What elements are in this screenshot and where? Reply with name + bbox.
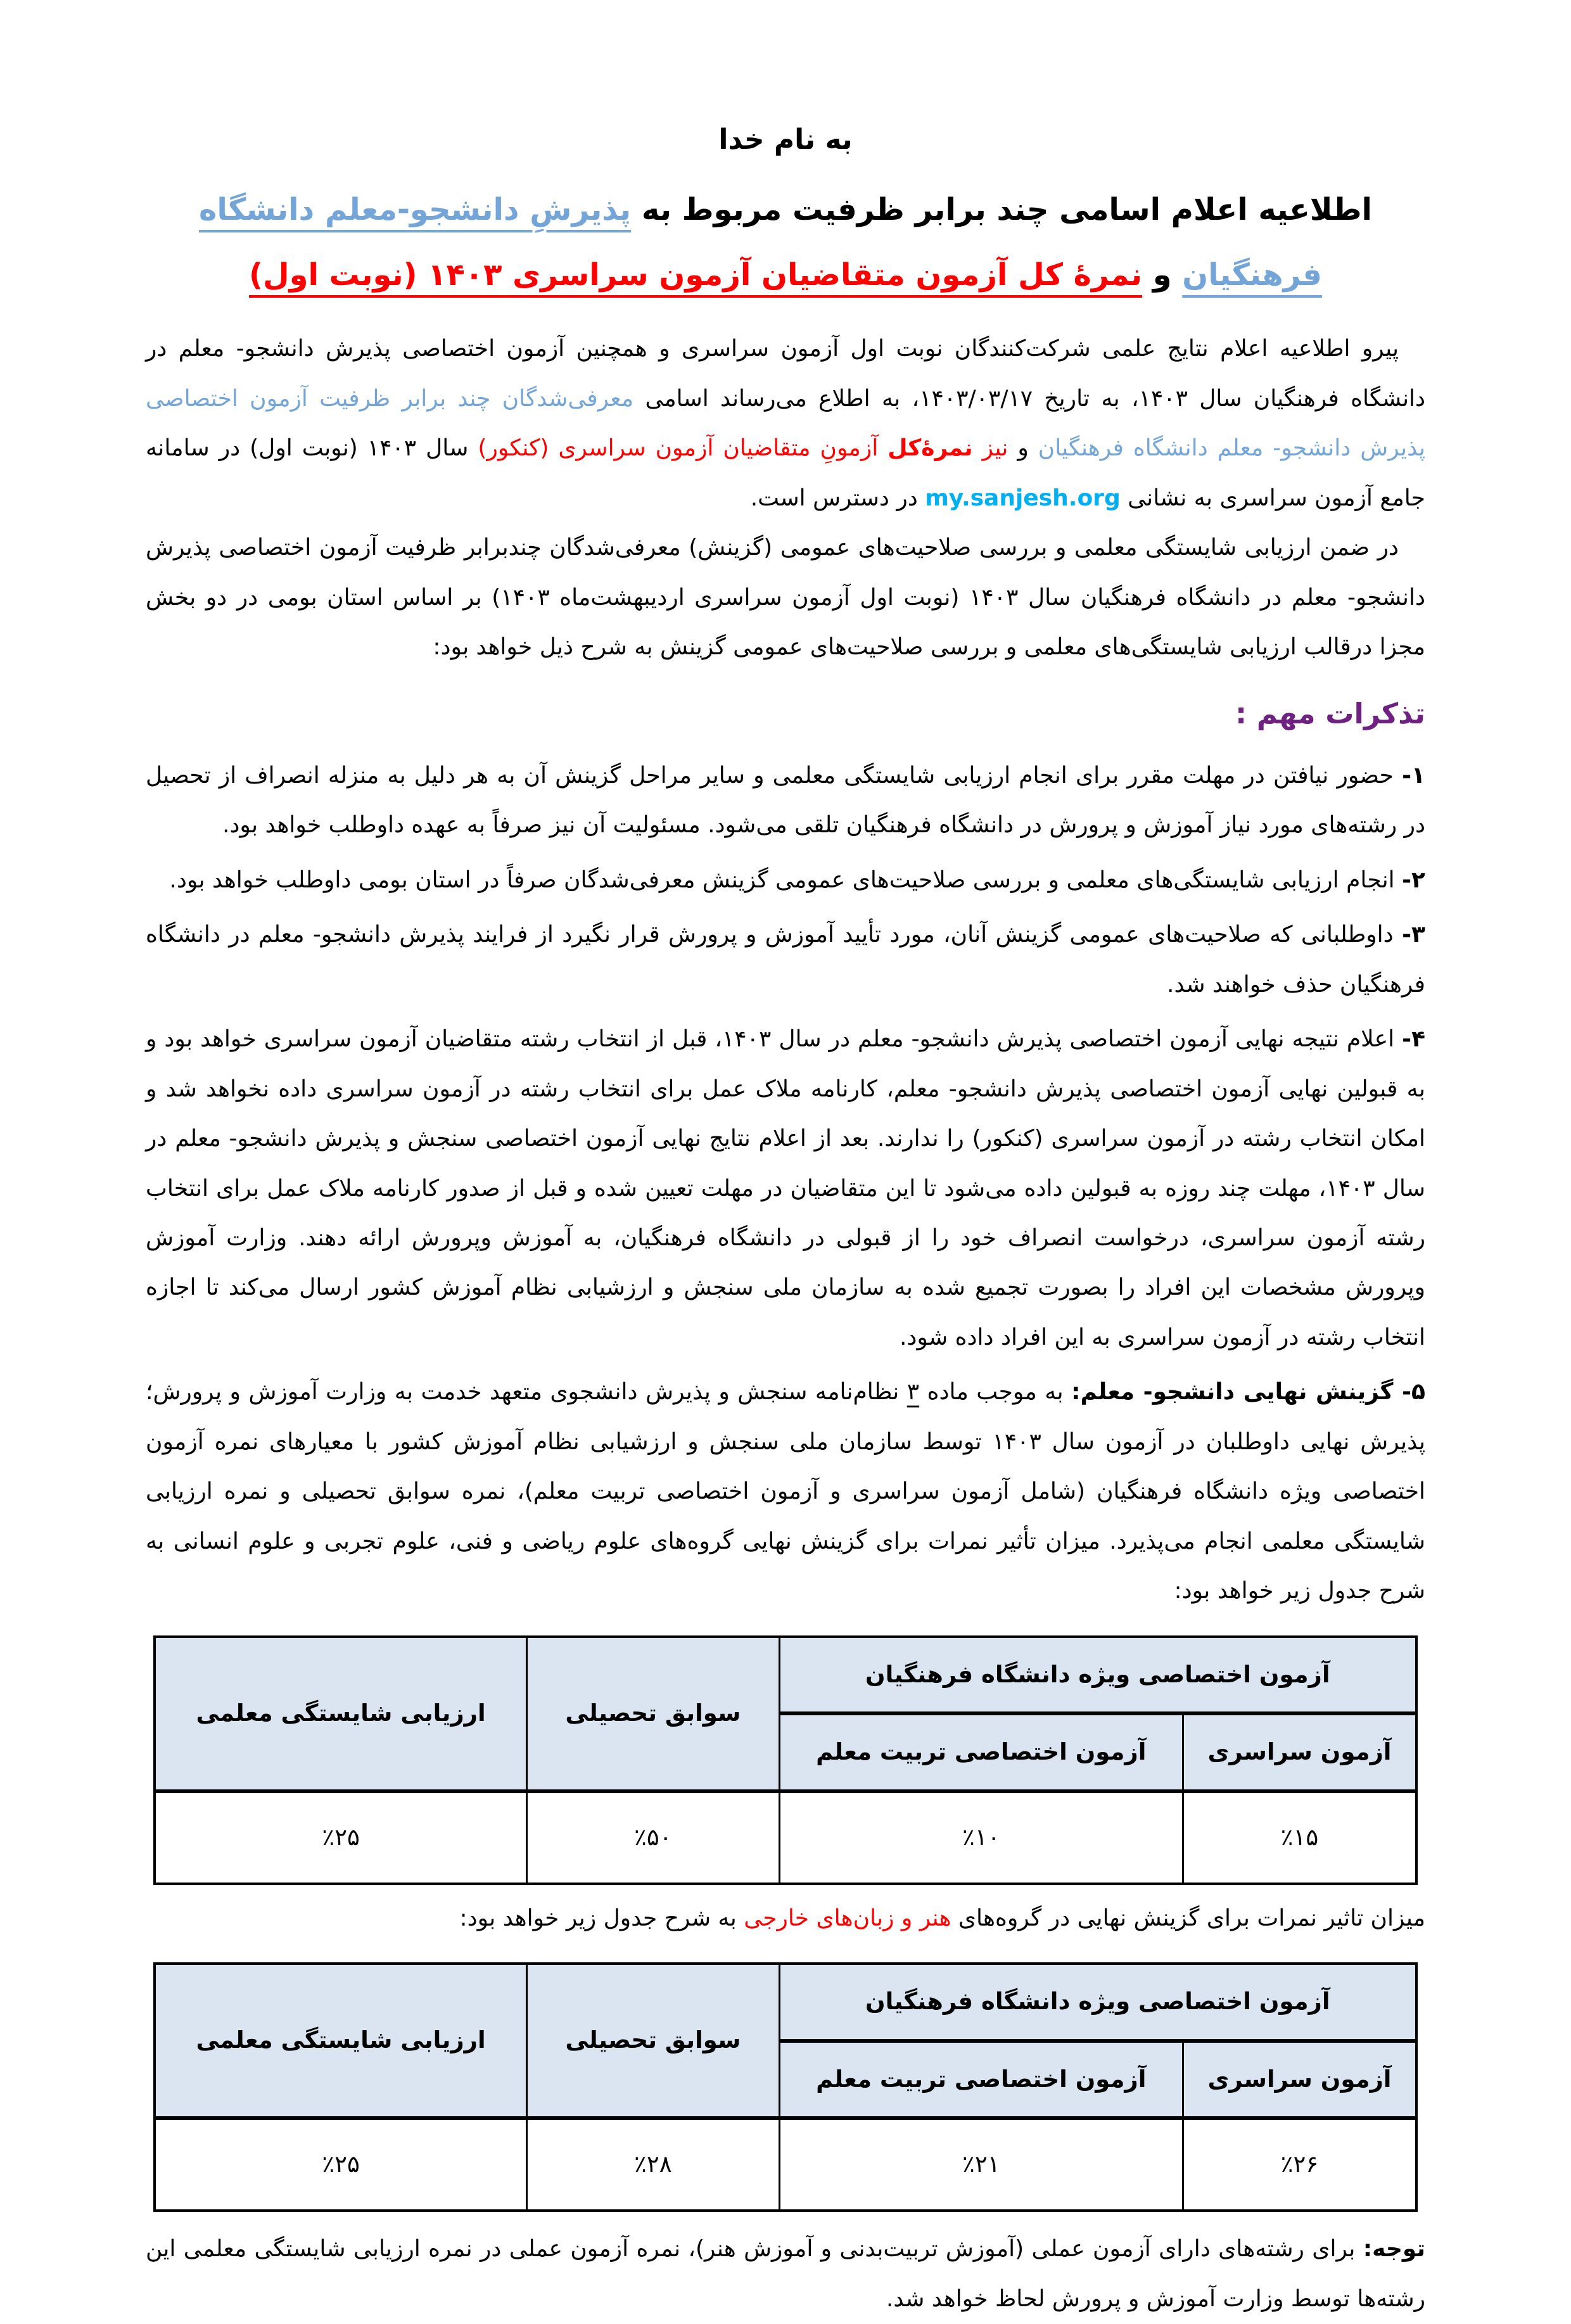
table2-col-teacher-training-exam: آزمون اختصاصی تربیت معلم — [779, 2041, 1183, 2119]
intro-red-phrase-2: آزمونِ متقاضیان آزمون سراسری (کنکور) — [478, 435, 888, 462]
item-4-number: ۴- — [1402, 1026, 1426, 1053]
table2-col-academic-records: سوابق تحصیلی — [527, 1964, 779, 2118]
item-1-number: ۱- — [1402, 762, 1425, 789]
table2-value-teacher-competency — [155, 2118, 527, 2211]
table1-col-teacher-training-exam: آزمون اختصاصی تربیت معلم — [779, 1713, 1183, 1791]
intro-text-4: در دسترس است. — [750, 485, 925, 511]
weights-table-art-language-groups — [153, 1962, 1418, 2212]
intro-text-3: سال ۱۴۰۳ (نوبت اول) در سامانه جامع آزمون سراسری به نشانی — [146, 435, 1425, 511]
item-1-text: حضور نیافتن در مهلت مقرر برای انجام ارزیابی شایستگی معلمی و سایر مراحل گزینش آن به هر دلیل به منزله انصراف از تحصیل در رشته‌های مورد نیاز آموزش و پرورش در دانشگاه فرهنگیان تلقی می‌شود. مسئولیت آن نیز صرفاً به عهده داوطلب خواهد بود. — [146, 762, 1425, 839]
practical-exam-note — [146, 2225, 1425, 2324]
intro-red-phrase-1: نیز — [972, 435, 1008, 462]
table2-values-row — [155, 2118, 1416, 2211]
sanjesh-website-link[interactable]: my.sanjesh.org — [925, 485, 1121, 511]
intro-text-1: پیرو اطلاعیه اعلام نتایج علمی شرکت‌کنندگان نوبت اول آزمون سراسری و همچنین آزمون اختصاصی پذیرش دانشجو- معلم در دانشگاه فرهنگیان سال ۱۴۰۳، به تاریخ ۱۴۰۳/۰۳/۱۷، به اطلاع می‌رساند اسامی — [146, 336, 1425, 412]
item-4-text: اعلام نتیجه نهایی آزمون اختصاصی پذیرش دانشجو- معلم در سال ۱۴۰۳، قبل از انتخاب رشته متقاضیان آزمون سراسری خواهد بود و به قبولین نهایی آزمون اختصاصی پذیرش دانشجو- معلم، کارنامه ملاک عمل برای انتخاب رشته در آزمون سراسری داده نخواهد شد و امکان انتخاب رشته در آزمون سراسری (کنکور) را ندارند. بعد از اعلام نتایج نهایی آزمون اختصاصی سنجش و پذیرش دانشجو- معلم در سال ۱۴۰۳، مهلت چند روزه به قبولین داده می‌شود تا این متقاضیان در مهلت تعیین شده و قبل از صدور کارنامه ملاک عمل برای انتخاب رشته آزمون سراسری، درخواست انصراف خود را از قبولی در دانشگاه فرهنگیان، به آموزش وپرورش ارائه دهند. وزارت آموزش وپرورش مشخصات این افراد را بصورت تجمیع شده به سازمان ملی سنجش و ارزشیابی نظام آموزش کشور ارسال می‌کند تا اجازه انتخاب رشته در آزمون سراسری به این افراد داده شود. — [146, 1026, 1425, 1350]
bismillah-heading: به نام خدا — [718, 124, 853, 156]
note-item-2 — [146, 856, 1425, 905]
document-body — [146, 324, 1425, 2324]
table2-header-row-top — [155, 1964, 1416, 2041]
item-5-text-1: به موجب ماده — [919, 1379, 1072, 1406]
item-5-text-2: نظام‌نامه سنجش و پذیرش دانشجوی متعهد خدمت به وزارت آموزش و پرورش؛ پذیرش نهایی داوطلبان در آزمون سال ۱۴۰۳ توسط سازمان ملی سنجش و ارزشیابی نظام آموزش کشور با معیارهای نمره آزمون اختصاصی ویژه دانشگاه فرهنگیان (شامل آزمون سراسری و آزمون اختصاصی تربیت معلم)، نمره سوابق تحصیلی و نمره ارزیابی شایستگی معلمی انجام می‌پذیرد. میزان تأثیر نمرات برای گزینش نهایی گروه‌های علوم ریاضی و فنی، علوم تجربی و علوم انسانی به شرح جدول زیر خواهد بود: — [146, 1379, 1425, 1604]
table2-col-national-exam: آزمون سراسری — [1183, 2041, 1416, 2119]
table2-col-teacher-competency: ارزیابی شایستگی معلمی — [155, 1964, 527, 2118]
note-item-5 — [146, 1368, 1425, 1616]
headline-blue-phrase: پذیرشِ دانشجو-معلم دانشگاه فرهنگیان — [199, 192, 1322, 293]
table1-pct-teacher-competency: ٪۲۵ — [322, 1824, 360, 1851]
table2-value-teacher-training-exam — [779, 2118, 1183, 2211]
item-3-text: داوطلبانی که صلاحیت‌های عمومی گزینش آنان، مورد تأیید آموزش و پرورش قرار نگیرد از فرایند پذیرش دانشجو- معلم در دانشگاه فرهنگیان حذف خواهند شد. — [146, 922, 1425, 998]
announcement-headline — [146, 177, 1425, 308]
table1-pct-academic-records: ٪۵۰ — [634, 1824, 672, 1851]
table2-value-national-exam — [1183, 2118, 1416, 2211]
intro-red-bold-phrase: نمرهٔ‌کل — [887, 435, 973, 462]
item-5-label: ۵- گزینش نهایی دانشجو- معلم: — [1071, 1379, 1425, 1406]
table1-values-row — [155, 1791, 1416, 1884]
headline-black-1: اطلاعیه اعلام اسامی چند برابر ظرفیت مربوط به — [631, 192, 1372, 227]
headline-red-phrase: نمرهٔ کل آزمون متقاضیان آزمون سراسری ۱۴۰۳ (نوبت اول) — [249, 257, 1142, 293]
intro-blue-phrase: معرفی‌شدگان چند برابر ظرفیت آزمون اختصاصی پذیرش دانشجو- معلم دانشگاه فرهنگیان — [146, 385, 1426, 462]
table2-pct-teacher-training-exam: ٪۲۱ — [962, 2150, 1000, 2178]
note-item-3 — [146, 910, 1425, 1010]
table1-header-row-top — [155, 1637, 1416, 1714]
between-red-phrase: هنر و زبان‌های خارجی — [744, 1905, 951, 1931]
between-tables-sentence — [146, 1894, 1425, 1943]
paragraph-intro — [146, 324, 1425, 523]
intro-text-2: و — [1008, 435, 1038, 462]
table2-pct-teacher-competency: ٪۲۵ — [322, 2150, 360, 2178]
item-5-article-number: ۳ — [906, 1379, 920, 1406]
table2-merged-header: آزمون اختصاصی ویژه دانشگاه فرهنگیان — [779, 1964, 1416, 2041]
between-text-2: به شرح جدول زیر خواهد بود: — [459, 1905, 744, 1931]
table2-pct-national-exam: ٪۲۶ — [1280, 2150, 1319, 2178]
note-label: توجه: — [1363, 2236, 1425, 2263]
note-item-4 — [146, 1015, 1425, 1362]
table1-merged-header: آزمون اختصاصی ویژه دانشگاه فرهنگیان — [779, 1637, 1416, 1714]
table2-pct-academic-records: ٪۲۸ — [634, 2150, 672, 2178]
table1-pct-teacher-training-exam: ٪۱۰ — [962, 1824, 1000, 1851]
table1-value-national-exam — [1183, 1791, 1416, 1884]
note-text: برای رشته‌های دارای آزمون عملی (آموزش تربیت‌بدنی و آموزش هنر)، نمره آزمون عملی در نمره ارزیابی شایستگی معلمی این رشته‌ها توسط وزارت آموزش و پرورش لحاظ خواهد شد. — [146, 2236, 1425, 2312]
between-text-1: میزان تاثیر نمرات برای گزینش نهایی در گروه‌های — [951, 1905, 1425, 1931]
table1-pct-national-exam: ٪۱۵ — [1280, 1824, 1319, 1851]
table1-value-academic-records — [527, 1791, 779, 1884]
headline-black-2: و — [1142, 257, 1183, 293]
table1-col-academic-records: سوابق تحصیلی — [527, 1637, 779, 1791]
table1-col-national-exam: آزمون سراسری — [1183, 1713, 1416, 1791]
item-3-number: ۳- — [1402, 922, 1425, 948]
weights-table-main-groups — [153, 1635, 1418, 1885]
note-item-1 — [146, 751, 1425, 851]
item-2-number: ۲- — [1402, 867, 1425, 893]
table1-value-teacher-training-exam — [779, 1791, 1183, 1884]
table2-value-academic-records — [527, 2118, 779, 2211]
item-2-text: انجام ارزیابی شایستگی‌های معلمی و بررسی صلاحیت‌های عمومی گزینش معرفی‌شدگان صرفاً در استان بومی داوطلب خواهد بود. — [169, 867, 1402, 893]
table1-col-teacher-competency: ارزیابی شایستگی معلمی — [155, 1637, 527, 1791]
important-notes-heading: تذکرات مهم : — [1235, 696, 1425, 730]
paragraph-evaluation: در ضمن ارزیابی شایستگی معلمی و بررسی صلاحیت‌های عمومی (گزینش) معرفی‌شدگان چندبرابر ظرفیت آزمون اختصاصی پذیرش دانشجو- معلم در دانشگاه فرهنگیان سال ۱۴۰۳ (نوبت اول آزمون سراسری اردیبهشت‌ماه ۱۴۰۳) بر اساس استان بومی در دو بخش مجزا درقالب ارزیابی شایستگی‌های معلمی و بررسی صلاحیت‌های عمومی گزینش به شرح ذیل خواهد بود: — [146, 535, 1425, 661]
table1-value-teacher-competency — [155, 1791, 527, 1884]
